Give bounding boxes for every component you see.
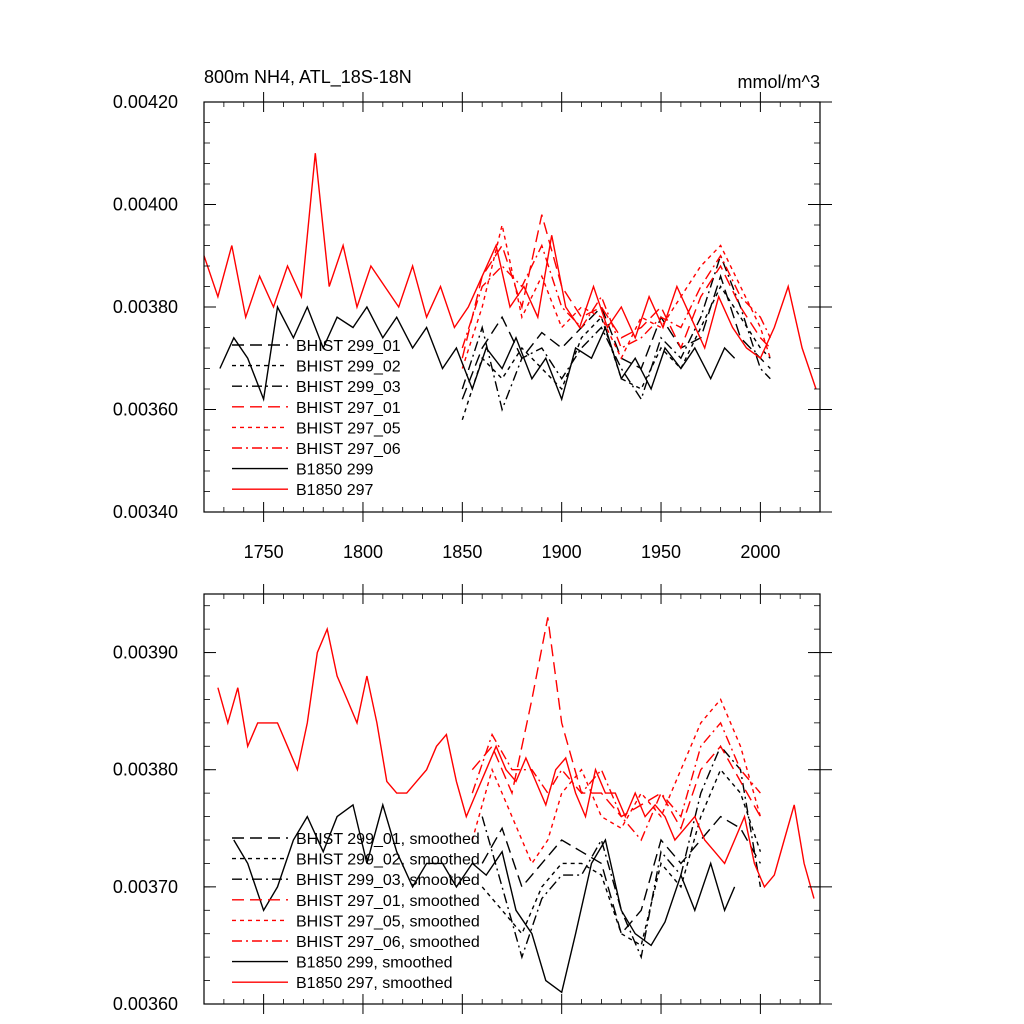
bottom-legend-label-5: BHIST 297_06, smoothed: [296, 934, 480, 951]
top-x-tick-label-4: 1950: [641, 542, 682, 562]
top-y-tick-label-3: 0.00400: [112, 194, 178, 215]
top-legend-label-6: B1850 299: [296, 461, 374, 479]
bottom-chart-panel: [113, 584, 832, 1014]
top-y-tick-label-1: 0.00360: [112, 399, 178, 420]
top-series-line-2: [462, 256, 770, 410]
top-x-tick-label-2: 1850: [442, 542, 483, 562]
bottom-series-line-1: [482, 770, 760, 946]
top-x-tick-label-1: 1800: [342, 542, 383, 562]
top-chart-axes: [113, 92, 832, 562]
top-x-tick-label-0: 1750: [243, 542, 284, 562]
top-x-tick-label-5: 2000: [740, 542, 781, 562]
bottom-legend-label-3: BHIST 297_01, smoothed: [296, 892, 480, 910]
top-y-tick-label-2: 0.00380: [112, 297, 178, 317]
bottom-y-tick-label-2: 0.00380: [112, 759, 178, 780]
bottom-y-tick-label-0: 0.00360: [112, 994, 178, 1014]
top-series-line-5: [462, 246, 770, 349]
bottom-series-line-2: [482, 746, 760, 957]
top-x-tick-label-3: 1900: [541, 542, 582, 562]
top-legend-label-0: BHIST 299_01: [296, 338, 401, 355]
bottom-legend-label-4: BHIST 297_05, smoothed: [296, 913, 480, 931]
bottom-legend-label-6: B1850 299, smoothed: [296, 954, 453, 972]
bottom-legend-label-2: BHIST 299_03, smoothed: [296, 872, 480, 890]
top-legend-label-7: B1850 297: [296, 482, 374, 500]
bottom-y-tick-label-3: 0.00390: [112, 642, 178, 663]
top-chart-legend: [232, 338, 401, 499]
top-legend-label-3: BHIST 297_01: [296, 399, 401, 417]
top-chart-units: mmol/m^3: [737, 72, 820, 92]
bottom-chart-legend: [232, 831, 480, 992]
bottom-series-line-0: [482, 817, 760, 934]
top-y-tick-label-4: 0.00420: [112, 92, 178, 112]
top-chart-title: 800m NH4, ATL_18S-18N: [204, 67, 412, 87]
top-series-line-3: [462, 215, 770, 359]
top-legend-label-2: BHIST 299_03: [296, 379, 401, 397]
bottom-legend-label-0: BHIST 299_01, smoothed: [296, 831, 480, 848]
top-legend-label-5: BHIST 297_06: [296, 441, 401, 458]
top-chart-panel: [113, 67, 832, 562]
top-legend-label-1: BHIST 299_02: [296, 358, 401, 376]
top-y-tick-label-0: 0.00340: [112, 502, 178, 522]
top-legend-label-4: BHIST 297_05: [296, 420, 401, 438]
bottom-legend-label-7: B1850 297, smoothed: [296, 975, 453, 993]
bottom-legend-label-1: BHIST 299_02, smoothed: [296, 851, 480, 869]
bottom-y-tick-label-1: 0.00370: [112, 876, 178, 897]
top-series-line-0: [462, 276, 770, 399]
